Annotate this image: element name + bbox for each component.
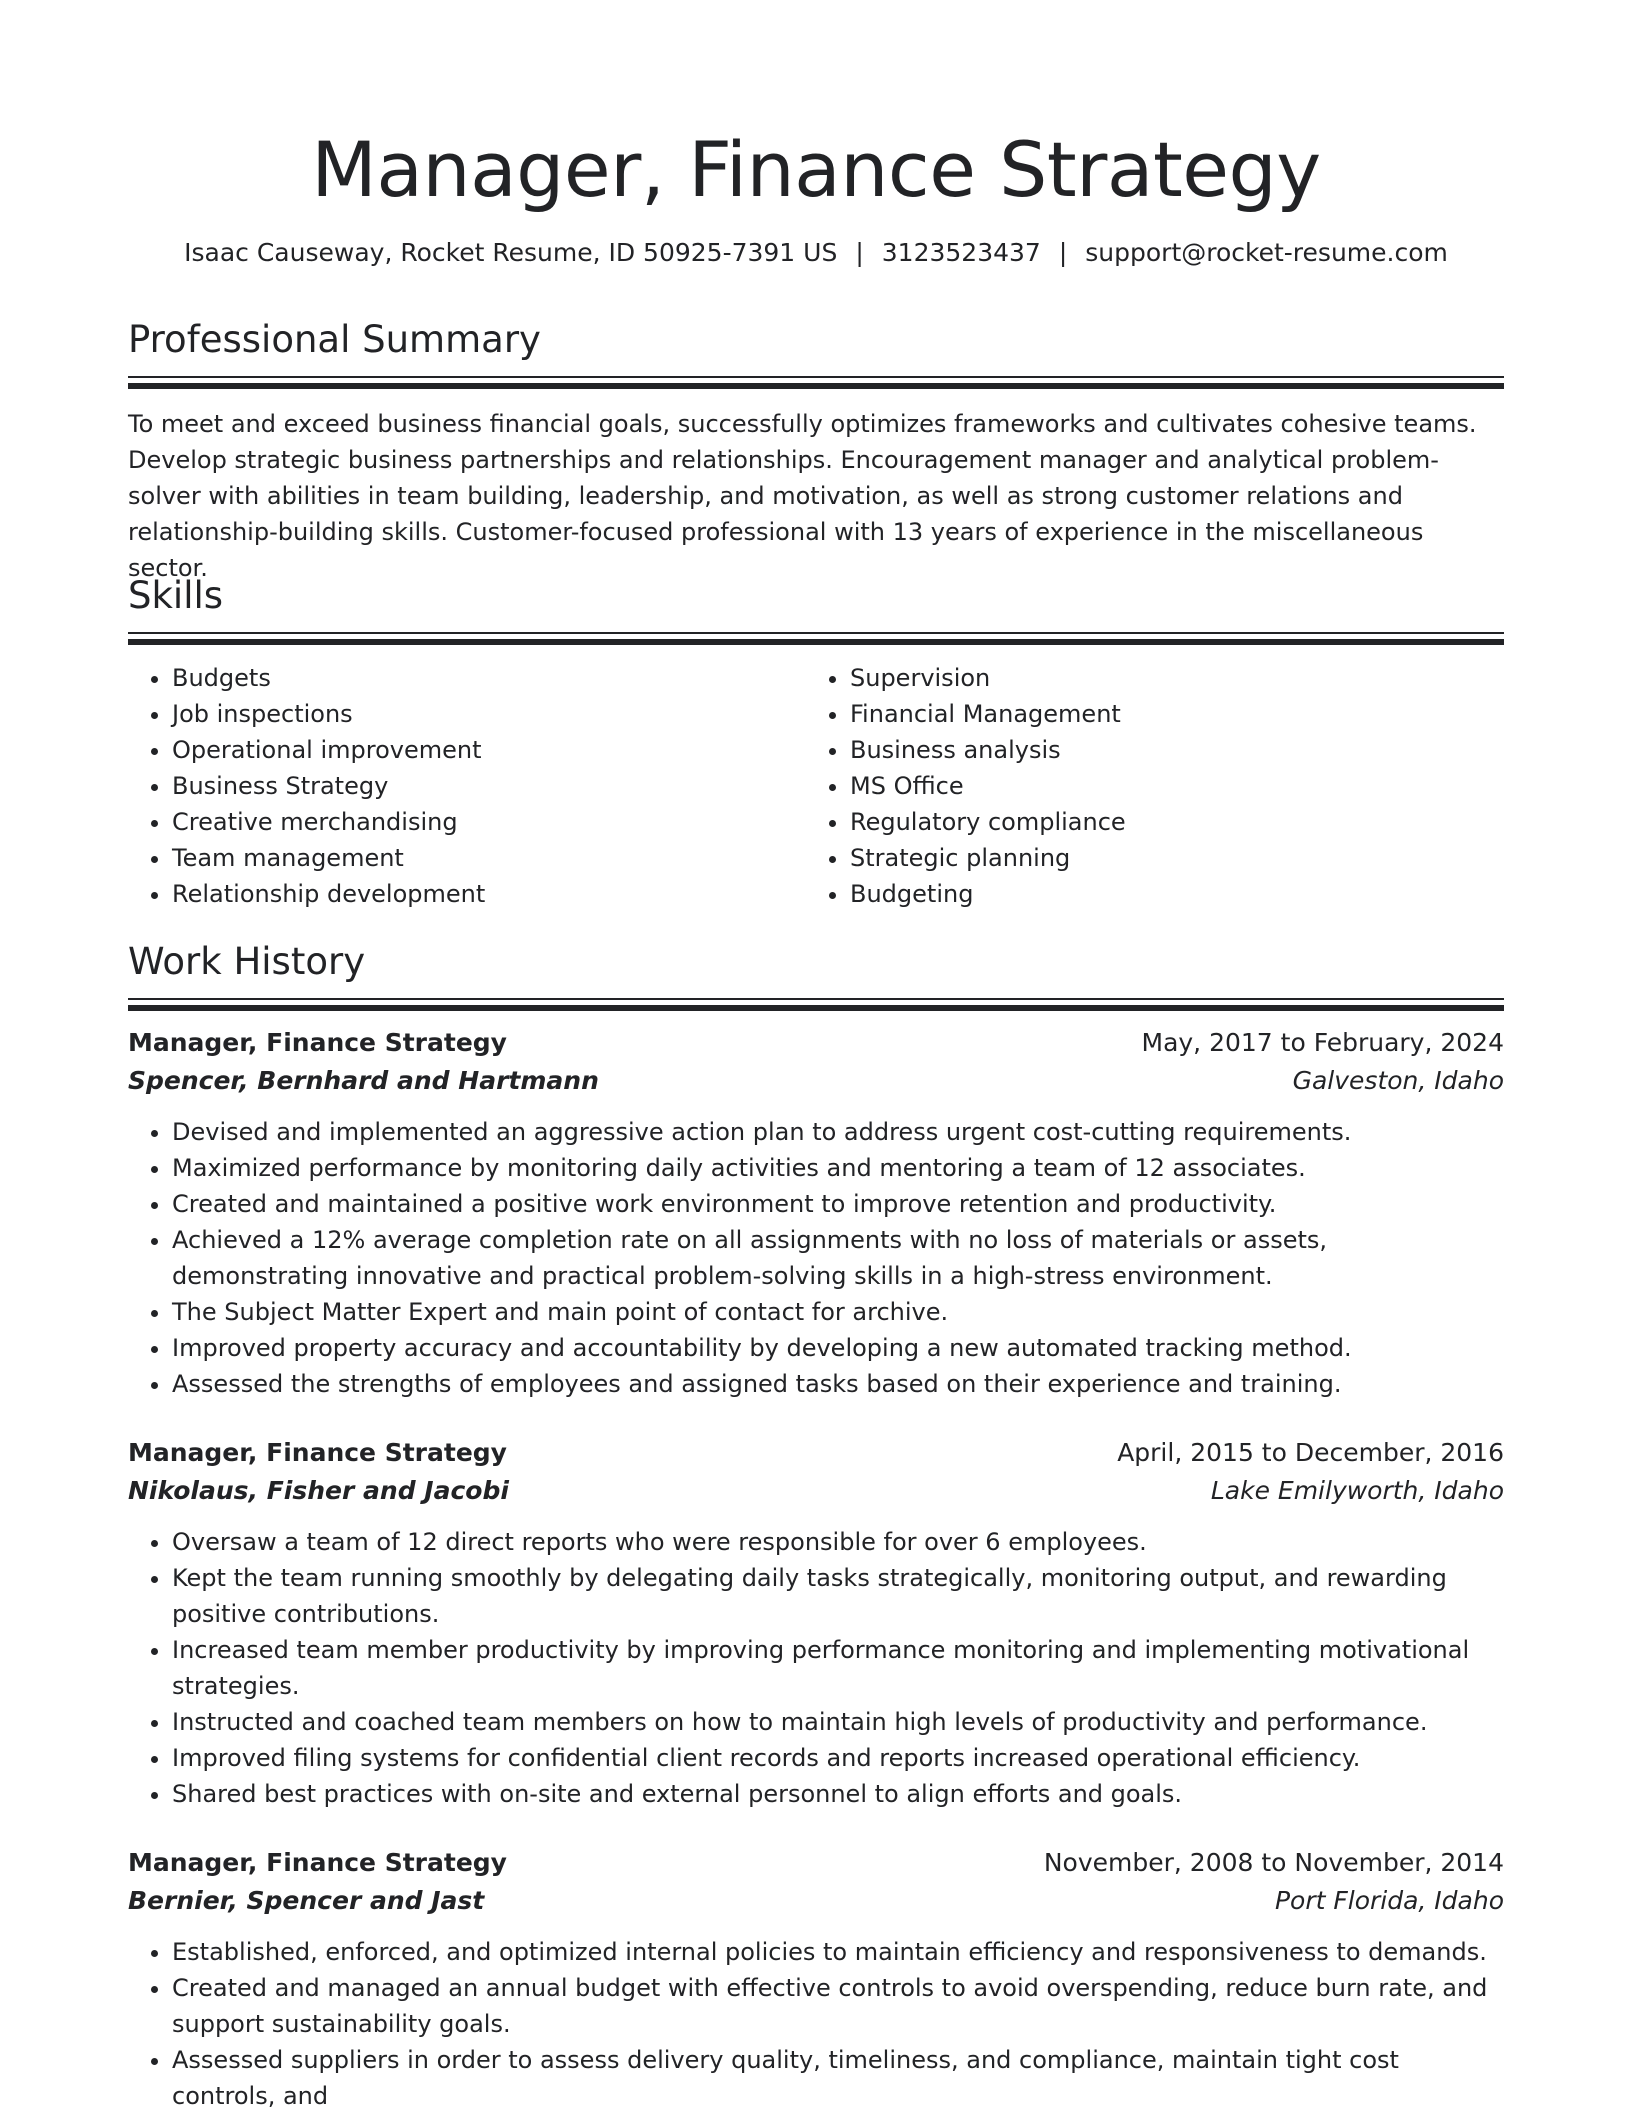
job-subheader [128,1062,1504,1100]
job-bullet: • Achieved a 12% average completion rate on all assignments with no loss of materials or assets, demonstrating innovative and practical problem-solving skills in a high-stress environment. [172,1222,1504,1294]
job-bullets [128,1524,1504,1812]
skill-item: • Operational improvement [172,732,806,768]
contact-separator: | [855,238,864,267]
job-bullet: • Assessed suppliers in order to assess delivery quality, timeliness, and compliance, maintain tight cost controls, and [172,2042,1504,2114]
resume-page [128,0,1504,2110]
contact-separator: | [1058,238,1068,267]
job-bullets [128,1114,1504,1402]
job-bullet: • Kept the team running smoothly by delegating daily tasks strategically, monitoring output, and rewarding positive contributions. [172,1560,1504,1632]
job-bullets [128,1934,1504,2114]
skills-section [128,572,1504,912]
job-entry [128,1434,1504,1812]
job-title: Manager, Finance Strategy [128,1848,507,1877]
skill-item: • Creative merchandising [172,804,806,840]
job-dates: April, 2015 to December, 2016 [1117,1438,1504,1467]
job-entry [128,1844,1504,2114]
skill-item: • Budgeting [850,876,1500,912]
job-title: Manager, Finance Strategy [128,1028,507,1057]
job-bullet: • Created and maintained a positive work environment to improve retention and productivity. [172,1186,1504,1222]
job-subheader [128,1472,1504,1510]
job-dates: November, 2008 to November, 2014 [1043,1848,1504,1877]
contact-email[interactable]: support@rocket-resume.com [1085,238,1448,267]
job-company: Nikolaus, Fisher and Jacobi [128,1476,509,1505]
skill-item: • Budgets [172,660,806,696]
job-location: Galveston, Idaho [1292,1066,1504,1095]
skill-item: • Relationship development [172,876,806,912]
job-company: Spencer, Bernhard and Hartmann [128,1066,599,1095]
job-header [128,1024,1504,1062]
contact-line [128,236,1504,270]
skill-item: • Financial Management [850,696,1500,732]
job-location: Lake Emilyworth, Idaho [1210,1476,1504,1505]
contact-phone: 3123523437 [881,238,1041,267]
skill-item: • Supervision [850,660,1500,696]
summary-heading: Professional Summary [128,318,541,361]
work-history-heading: Work History [128,940,366,983]
skill-item: • Strategic planning [850,840,1500,876]
job-bullet: • Improved property accuracy and accountability by developing a new automated tracking method. [172,1330,1504,1366]
job-bullet: • Instructed and coached team members on how to maintain high levels of productivity and performance. [172,1704,1504,1740]
skill-item: • Business Strategy [172,768,806,804]
job-bullet: • Maximized performance by monitoring daily activities and mentoring a team of 12 associates. [172,1150,1504,1186]
summary-section [128,316,1504,610]
job-bullet: • Improved filing systems for confidential client records and reports increased operational efficiency. [172,1740,1504,1776]
work-history-section [128,938,1504,2114]
job-bullet: • Shared best practices with on-site and external personnel to align efforts and goals. [172,1776,1504,1812]
job-bullet: • Created and managed an annual budget with effective controls to avoid overspending, reduce burn rate, and support sustainability goals. [172,1970,1504,2042]
job-bullet: • Devised and implemented an aggressive action plan to address urgent cost-cutting requirements. [172,1114,1504,1150]
job-subheader [128,1882,1504,1920]
job-bullet: • The Subject Matter Expert and main point of contact for archive. [172,1294,1504,1330]
job-dates: May, 2017 to February, 2024 [1141,1028,1504,1057]
skills-list-right [806,660,1500,912]
resume-title: Manager, Finance Strategy [311,125,1321,214]
job-company: Bernier, Spencer and Jast [128,1886,485,1915]
skills-list-left [128,660,806,912]
job-bullet: • Assessed the strengths of employees and assigned tasks based on their experience and training. [172,1366,1504,1402]
job-entry [128,1024,1504,1402]
summary-text: To meet and exceed business financial goals, successfully optimizes frameworks and cultivates cohesive teams. Develop strategic business partnerships and relationships. Encouragement manager and analytical problem-solver with abilities in team building, leadership, and motivation, as well as strong customer relations and relationship-building skills. Customer-focused professional with 13 years of experience in the miscellaneous sector. [128,410,1477,582]
contact-address: Isaac Causeway, Rocket Resume, ID 50925-7391 US [184,238,838,267]
job-header [128,1844,1504,1882]
skill-item: • Regulatory compliance [850,804,1500,840]
skill-item: • Team management [172,840,806,876]
job-bullet: • Increased team member productivity by improving performance monitoring and implementing motivational strategies. [172,1632,1504,1704]
job-title: Manager, Finance Strategy [128,1438,507,1467]
skill-item: • MS Office [850,768,1500,804]
skills-heading: Skills [128,574,224,617]
job-header [128,1434,1504,1472]
section-divider [128,376,1504,388]
skill-item: • Business analysis [850,732,1500,768]
skill-item: • Job inspections [172,696,806,732]
job-location: Port Florida, Idaho [1274,1886,1504,1915]
job-bullet: • Oversaw a team of 12 direct reports who were responsible for over 6 employees. [172,1524,1504,1560]
skills-columns [128,660,1504,912]
section-divider [128,998,1504,1010]
section-divider [128,632,1504,644]
job-bullet: • Established, enforced, and optimized internal policies to maintain efficiency and responsiveness to demands. [172,1934,1504,1970]
